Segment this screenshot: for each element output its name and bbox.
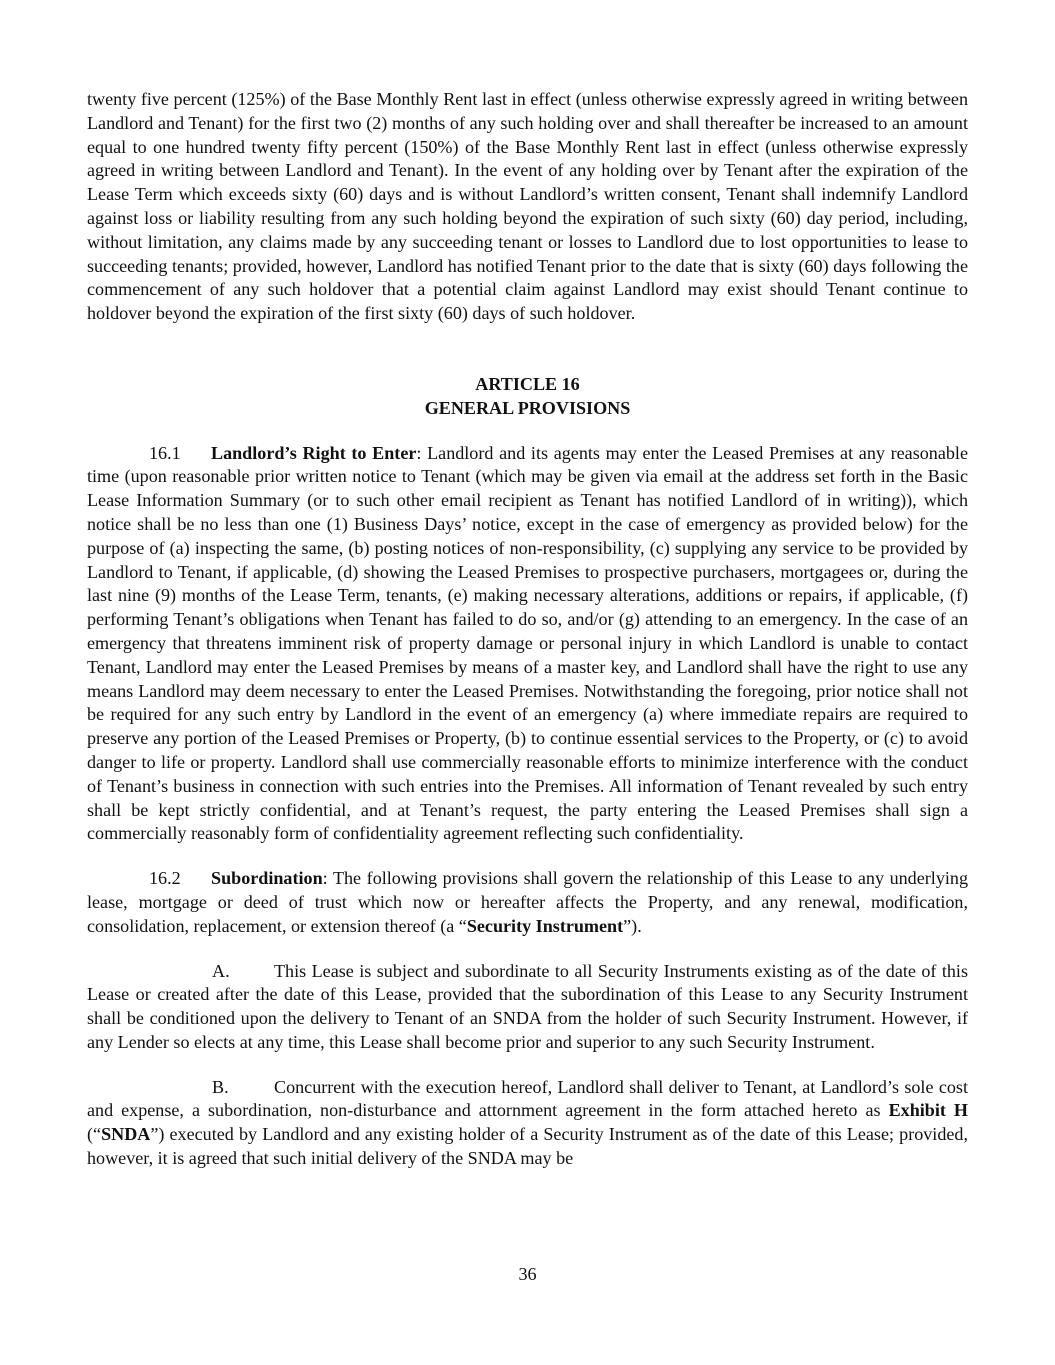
- document-page: [87, 88, 968, 1171]
- intro-paragraph: twenty five percent (125%) of the Base Monthly Rent last in effect (unless otherwise expressly agreed in writing between Landlord and Tenant) for the first two (2) months of any such holding over and shall thereafter be increased to an amount equal to one hundred twenty fifty percent (150%) of the Base Monthly Rent last in effect (unless otherwise expressly agreed in writing between Landlord and Tenant). In the event of any holding over by Tenant after the expiration of the Lease Term which exceeds sixty (60) days and is without Landlord’s written consent, Tenant shall indemnify Landlord against loss or liability resulting from any such holding beyond the expiration of such sixty (60) day period, including, without limitation, any claims made by any succeeding tenant or losses to Landlord due to lost opportunities to lease to succeeding tenants; provided, however, Landlord has notified Tenant prior to the date that is sixty (60) days following the commencement of any such holdover that a potential claim against Landlord may exist should Tenant continue to holdover beyond the expiration of the first sixty (60) days of such holdover.: [87, 89, 968, 324]
- section-16-1-body: : Landlord and its agents may enter the Leased Premises at any reasonable time (upon reasonable prior written notice to Tenant (which may be given via email at the address set forth in the Basic Lease Information Summary (or to such other email recipient as Tenant has notified Landlord of in writing)), which notice shall be no less than one (1) Business Days’ notice, except in the case of emergency as provided below) for the purpose of (a) inspecting the same, (b) posting notices of non-responsibility, (c) supplying any service to be provided by Landlord to Tenant, if applicable, (d) showing the Leased Premises to prospective purchasers, mortgagees or, during the last nine (9) months of the Lease Term, tenants, (e) making necessary alterations, additions or repairs, if applicable, (f) performing Tenant’s obligations when Tenant has failed to do so, and/or (g) attending to an emergency. In the case of an emergency that threatens imminent risk of property damage or personal injury in which Landlord is unable to contact Tenant, Landlord may enter the Leased Premises by means of a master key, and Landlord shall have the right to use any means Landlord may deem necessary to enter the Leased Premises. Notwithstanding the foregoing, prior notice shall not be required for any such entry by Landlord in the event of an emergency (a) where immediate repairs are required to preserve any portion of the Leased Premises or Property, (b) to continue essential services to the Property, or (c) to avoid danger to life or property. Landlord shall use commercially reasonable efforts to minimize interference with the conduct of Tenant’s business in connection with such entries into the Premises. All information of Tenant revealed by such entry shall be kept strictly confidential, and at Tenant’s request, the party entering the Leased Premises shall sign a commercially reasonably form of confidentiality agreement reflecting such confidentiality.: [87, 442, 968, 844]
- section-16-2-body-end: ”).: [623, 915, 642, 936]
- article-number: ARTICLE 16: [475, 373, 580, 394]
- section-16-2-body: : The following provisions shall govern the relationship of this Lease to any underlying lease, mortgage or deed of trust which now or hereafter affects the Property, and any renewal, modification, consolidation, replacement, or extension thereof (a “: [87, 868, 968, 936]
- subsection-b: [87, 1076, 968, 1171]
- section-16-2: [87, 867, 968, 938]
- exhibit-h-reference: Exhibit H: [888, 1100, 968, 1121]
- defined-term-security-instrument: Security Instrument: [466, 915, 624, 936]
- subsection-b-text-end: ”) executed by Landlord and any existing holder of a Security Instrument as of the date of this Lease; provided, however, it is agreed that such initial delivery of the SNDA may be: [87, 1124, 968, 1169]
- article-heading: [87, 373, 968, 421]
- subsection-b-paren-open: (“: [87, 1124, 102, 1145]
- section-16-2-number: 16.2: [149, 868, 181, 889]
- subsection-b-text-start: Concurrent with the execution hereof, Landlord shall deliver to Tenant, at Landlord’s sole cost and expense, a subordination, non-disturbance and attornment agreement in the form attached hereto as: [87, 1076, 968, 1121]
- section-16-2-title: Subordination: [211, 868, 323, 889]
- defined-term-snda: SNDA: [101, 1124, 151, 1145]
- subsection-a: [87, 960, 968, 1055]
- subsection-a-text: This Lease is subject and subordinate to all Security Instruments existing as of the date of this Lease or created after the date of this Lease, provided that the subordination of this Lease to any Security Instrument shall be conditioned upon the delivery to Tenant of an SNDA from the holder of such Security Instrument. However, if any Lender so elects at any time, this Lease shall become prior and superior to any such Security Instrument.: [87, 960, 968, 1052]
- article-title: GENERAL PROVISIONS: [424, 397, 631, 418]
- subsection-a-label: A.: [212, 960, 230, 981]
- subsection-b-label: B.: [212, 1076, 229, 1097]
- section-16-1-number: 16.1: [149, 442, 181, 463]
- page-number: 36: [518, 1264, 537, 1284]
- section-16-1: [87, 442, 968, 847]
- section-16-1-title: Landlord’s Right to Enter: [211, 442, 417, 463]
